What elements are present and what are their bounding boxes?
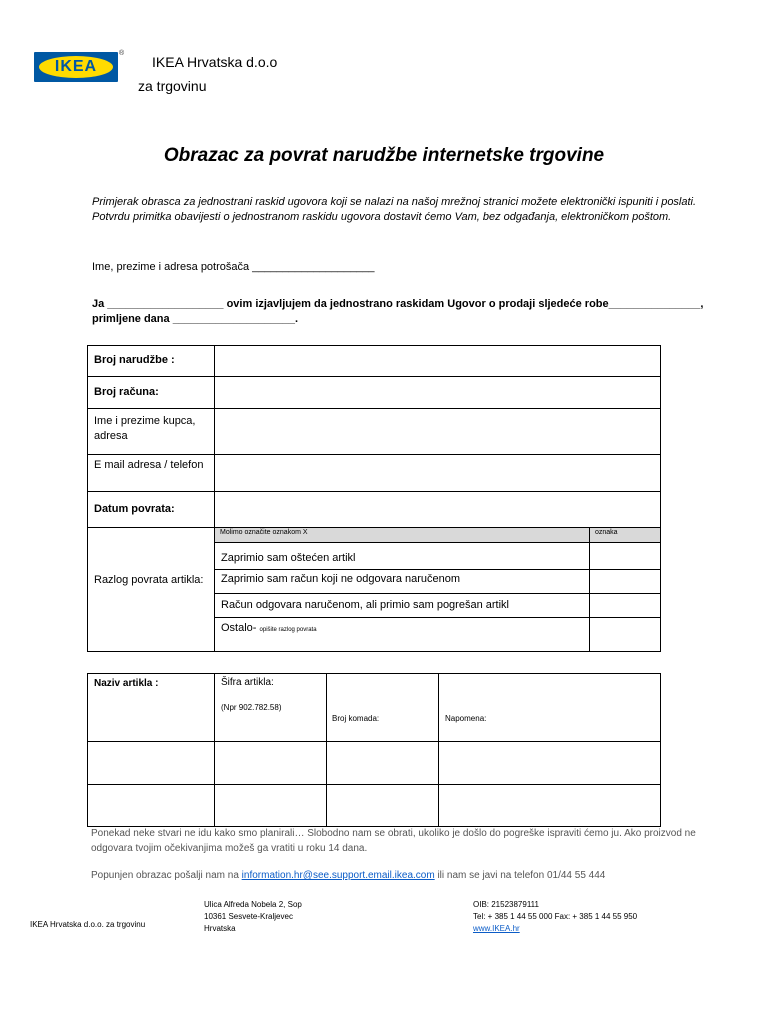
quantity-cell[interactable] (326, 784, 439, 827)
note-cell[interactable] (438, 741, 661, 785)
customer-name-field[interactable] (214, 408, 661, 455)
quantity-header (326, 673, 439, 742)
return-reason-label: Razlog povrata artikla: (87, 527, 215, 652)
reason-option-other (214, 617, 590, 652)
declaration-line-2[interactable]: primljene dana ____________________. (92, 313, 299, 325)
footer-contact (473, 899, 637, 935)
customer-name-label: Ime i prezime kupca, adresa (87, 408, 215, 455)
item-code-cell[interactable] (214, 741, 327, 785)
note-header (438, 673, 661, 742)
invoice-number-field[interactable] (214, 376, 661, 409)
invoice-number-label: Broj računa: (87, 376, 215, 409)
item-code-header (214, 673, 327, 742)
declaration (92, 297, 732, 327)
mark-instruction: Molimo označite oznakom X (214, 527, 590, 543)
order-number-label: Broj narudžbe : (87, 345, 215, 377)
mark-damaged-checkbox[interactable] (589, 542, 661, 570)
intro-text (92, 195, 712, 225)
item-code-cell[interactable] (214, 784, 327, 827)
note-cell[interactable] (438, 784, 661, 827)
return-notice: Ponekad neke stvari ne idu kako smo planirali… Slobodno nam se obrati, ukoliko je došlo do pogreške ispraviti ćemo ju. Ako proizvod ne odgovara tvojim očekivanjima možeš ga vratiti u roku 14 dana. (91, 828, 696, 854)
footer-street: Ulica Alfreda Nobela 2, Sop (204, 900, 302, 909)
email-phone-field[interactable] (214, 454, 661, 492)
email-phone-label: E mail adresa / telefon (87, 454, 215, 492)
mark-wrong-item-checkbox[interactable] (589, 593, 661, 618)
order-info-table (87, 345, 661, 652)
intro-line-2: Potvrdu primitka obavijesti o jednostranom raskidu ugovora dostavit ćemo Vam, bez odgađanja, elektroničkom poštom. (92, 211, 672, 223)
note-label: Napomena: (445, 714, 487, 723)
declaration-line-1[interactable]: Ja ___________________ ovim izjavljujem da jednostrano raskidam Ugovor o prodaji sljedeće robe_______________, (92, 298, 704, 310)
reason-option-damaged: Zaprimio sam oštećen artikl (214, 542, 590, 570)
registered-mark: ® (119, 50, 125, 57)
company-subtitle: za trgovinu (138, 78, 207, 94)
intro-line-1: Primjerak obrasca za jednostrani raskid ugovora koji se nalazi na našoj mrežnoj stranici možete elektronički ispuniti i poslati. (92, 196, 697, 208)
footer-web-link[interactable]: www.IKEA.hr (473, 924, 520, 933)
item-code-example: (Npr 902.782.58) (221, 703, 282, 712)
other-label: Ostalo- (221, 622, 257, 634)
mark-wrong-invoice-checkbox[interactable] (589, 569, 661, 594)
item-table (87, 673, 661, 827)
page-title: Obrazac za povrat narudžbe internetske trgovine (163, 145, 605, 166)
quantity-cell[interactable] (326, 741, 439, 785)
company-name: IKEA Hrvatska d.o.o (152, 54, 278, 70)
return-date-field[interactable] (214, 491, 661, 528)
consumer-name-line[interactable]: Ime, prezime i adresa potrošača ____________________ (92, 261, 375, 273)
order-number-field[interactable] (214, 345, 661, 377)
logo-text: IKEA (54, 58, 98, 75)
footer-oib: OIB: 21523879111 (473, 900, 539, 909)
footer-company: IKEA Hrvatska d.o.o. za trgovinu (30, 920, 146, 929)
other-hint: opišite razlog povrata (259, 627, 317, 633)
ikea-logo (34, 52, 118, 82)
footer-tel: Tel: + 385 1 44 55 000 Fax: + 385 1 44 55 950 (473, 912, 638, 921)
mark-column-header: oznaka (589, 527, 661, 543)
item-name-cell[interactable] (87, 784, 215, 827)
footer-city: 10361 Sesvete-Kraljevec (204, 912, 293, 921)
reason-option-wrong-item: Račun odgovara naručenom, ali primio sam pogrešan artikl (214, 593, 590, 618)
quantity-label: Broj komada: (332, 714, 380, 723)
item-code-label: Šifra artikla: (221, 677, 274, 688)
return-date-label: Datum povrata: (87, 491, 215, 528)
footer-country: Hrvatska (204, 924, 236, 933)
item-name-cell[interactable] (87, 741, 215, 785)
footer-address (204, 899, 302, 935)
reason-option-wrong-invoice: Zaprimio sam račun koji ne odgovara naručenom (214, 569, 590, 594)
send-instructions (91, 870, 605, 881)
mark-other-checkbox[interactable] (589, 617, 661, 652)
send-suffix: ili nam se javi na telefon 01/44 55 444 (434, 870, 606, 881)
send-prefix: Popunjen obrazac pošalji nam na (91, 870, 242, 881)
support-email-link[interactable]: information.hr@see.support.email.ikea.com (241, 870, 435, 881)
item-name-header: Naziv artikla : (87, 673, 215, 742)
